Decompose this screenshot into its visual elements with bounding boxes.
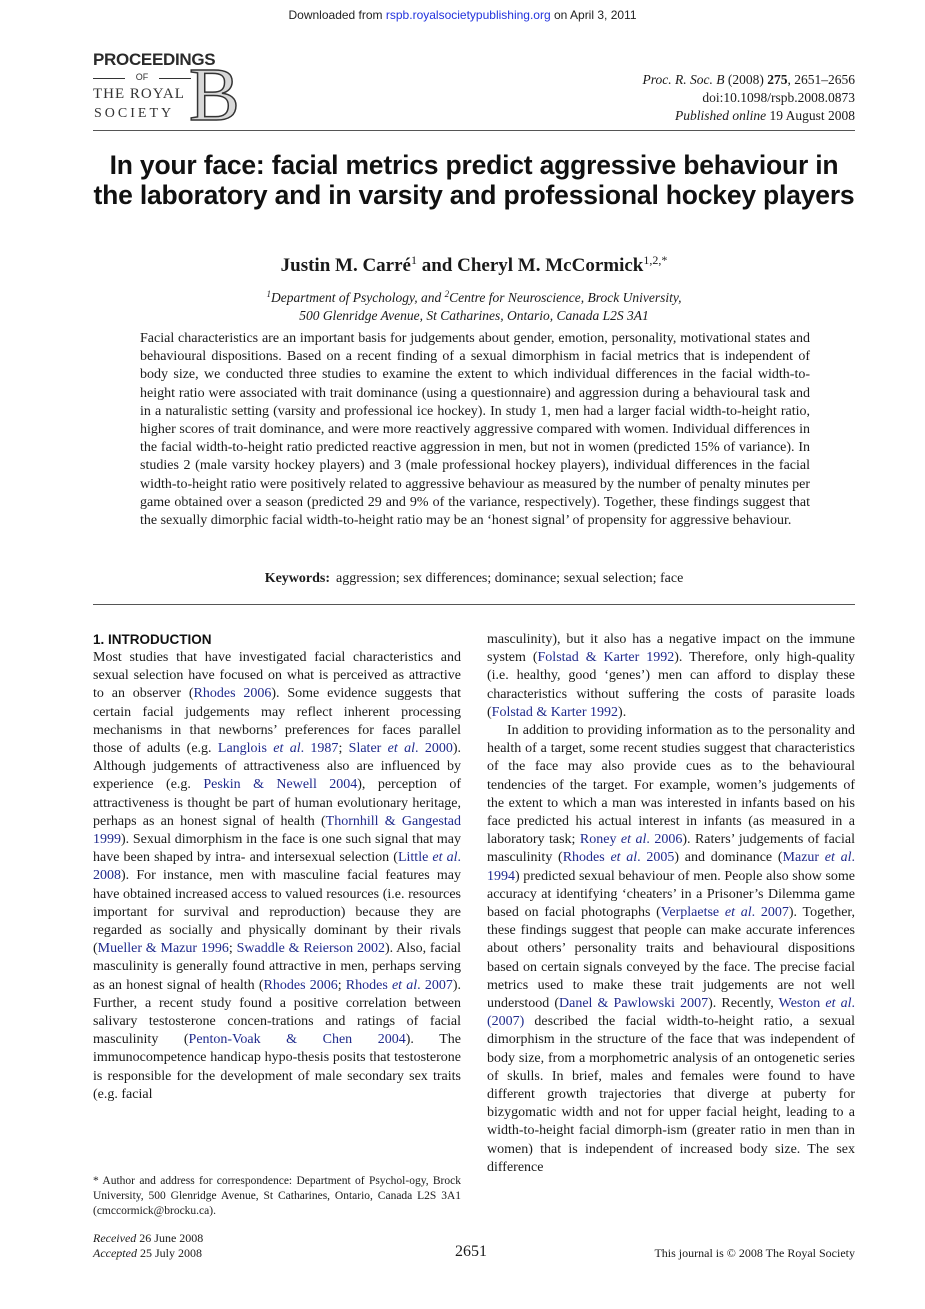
citation-link[interactable]: Swaddle & Reierson 2002 [236, 941, 385, 957]
download-source-link[interactable]: rspb.royalsocietypublishing.org [385, 8, 551, 22]
affiliations: $^1$Department of Psychology, and $^2$Centre for Neuroscience, Brock University, 500 Glenridge Avenue, St Catharines, Ontario, Canada L2S 3A1 [266, 289, 682, 323]
citation-link[interactable]: Rhodes 2006 [263, 977, 338, 993]
paragraph: In addition to providing information as to the personality and health of a target, some recent studies suggest that characteristics of the face may also provide cues as to the behavioural tendencies of the target. For example, women’s judgements of the extent to which a man was interested in infants based on his face predicted his actual interest in infants (as measured in a laboratory task; Roney et al. 2006). Raters’ judgements of facial masculinity (Rhodes et al. 2005) and dominance (Mazur et al. 1994) predicted sexual behaviour of men. People also show some accuracy at identifying ‘cheaters’ in a Prisoner’s Dilemma game based on facial photographs (Verplaetse et al. 2007). Together, these findings suggest that people can make accurate inferences about others’ personality traits and behavioural dispositions based on certain signals conveyed by the face. The precise facial metrics used to make these trait judgements are not well understood (Danel & Pawlowski 2007). Recently, Weston et al. (2007) described the facial width-to-height ratio, a sexual dimorphism in the structure of the face that was independent of body size, from a morphometric analysis of an ontogenetic series of skulls. In brief, males and females were found to have different growth trajectories that diverge at puberty for bizygomatic width and not for upper facial height, leading to a width-to-height facial dimorph-ism (greater ratio in men than in women) that is independent of increased body size. The sex difference [487, 723, 856, 1175]
abstract-divider [93, 604, 855, 605]
body-column-right [487, 631, 855, 1177]
citation-link[interactable]: Rhodes et al. 2005 [562, 850, 675, 866]
author-list: Justin M. Carré$^1$ and Cheryl M. McCormick$^{1,2,*}$ [280, 253, 668, 276]
citation-link[interactable]: Folstad & Karter 1992 [491, 704, 619, 720]
received-dates: Received 26 June 2008 Accepted 25 July 2008 [93, 1231, 204, 1260]
citation-link[interactable]: Danel & Pawlowski 2007 [559, 996, 709, 1012]
keywords-value: aggression; sex differences; dominance; sexual selection; face [336, 571, 684, 586]
doi: doi:10.1098/rspb.2008.0873 [702, 90, 855, 105]
citation-link[interactable]: Thornhill & Gangestad 1999 [93, 813, 461, 848]
logo-proceedings: PROCEEDINGS [93, 50, 216, 69]
citation-link[interactable]: Mazur et al. 1994 [487, 850, 856, 884]
header-divider [93, 130, 855, 131]
paragraph: Most studies that have investigated facial characteristics and sexual selection have focused on what is perceived as attractive to an observer (Rhodes 2006). Some evidence suggests that certain facial judgements may reflect inherent processing mechanisms in that newborns’ preferences for faces parallel those of adults (e.g. Langlois et al. 1987; Slater et al. 2000). Although judgements of attractiveness also are influenced by experience (e.g. Peskin & Newell 2004), perception of attractiveness is thought be part of human evolutionary heritage, perhaps as an honest signal of health (Thornhill & Gangestad 1999). Sexual dimorphism in the face is one such signal that may have been shaped by intra- and intersexual selection (Little et al. 2008). For instance, men with masculine facial features may have obtained increased access to valued resources (i.e. resources important for survival and reproduction) because they are regarded as socially and physically dominant by their rivals (Mueller & Mazur 1996; Swaddle & Reierson 2002). Also, facial masculinity is generally found attractive in men, perhaps serving as an honest signal of health (Rhodes 2006; Rhodes et al. 2007). Further, a recent study found a positive correlation between salivary testosterone concen-trations and ratings of facial masculinity (Penton-Voak & Chen 2004). The immunocompetence handicap hypo-thesis posits that testosterone is responsible for the development of male secondary sex traits (e.g. facial [93, 650, 462, 1102]
keywords-label: Keywords: [264, 571, 331, 586]
citation-link[interactable]: Weston et al. (2007) [487, 996, 855, 1030]
body-column-left [93, 631, 461, 1104]
download-prefix: Downloaded from [288, 8, 386, 22]
citation-link[interactable]: Rhodes 2006 [193, 686, 272, 702]
logo-b-letter: B [189, 53, 240, 137]
logo-society: SOCIETY [94, 106, 175, 121]
citation-link[interactable]: Rhodes et al. 2007 [345, 977, 453, 993]
section-heading: 1. INTRODUCTION [93, 632, 212, 647]
logo-of: OF [93, 72, 191, 82]
author-name: Justin M. Carré [280, 255, 411, 276]
citation-link[interactable]: Roney et al. 2006 [579, 832, 683, 848]
page-number: 2651 [455, 1243, 487, 1260]
journal-citation: Proc. R. Soc. B (2008) 275, 2651–2656 [642, 72, 855, 87]
citation-link[interactable]: Langlois et al. 1987 [217, 741, 339, 757]
citation-link[interactable]: Mueller & Mazur 1996 [97, 941, 229, 957]
download-notice [0, 8, 925, 22]
citation-link[interactable]: Verplaetse et al. 2007 [660, 905, 789, 921]
citation-link[interactable]: Slater et al. 2000 [348, 741, 453, 757]
citation-link[interactable]: Folstad & Karter 1992 [537, 650, 675, 666]
paper-title: In your face: facial metrics predict aggressive behaviour in the laboratory and in varsity and professional hockey players [93, 150, 855, 210]
correspondence-footnote: * Author and address for correspondence: Department of Psychol-ogy, Brock University, 500 Glenridge Avenue, St Catharines, Ontario, Canada L2S 3A1 (cmccormick@brocku.ca). [93, 1175, 461, 1217]
citation-link[interactable]: Peskin & Newell 2004 [203, 777, 358, 793]
paragraph: masculinity), but it also has a negative impact on the immune system (Folstad & Karter 1992). Therefore, only high-quality (i.e. healthy, good ‘genes’) men can afford to display these characteristics without suffering the costs of parasite loads (Folstad & Karter 1992). [487, 632, 855, 720]
journal-logo [93, 50, 240, 137]
copyright-notice: This journal is © 2008 The Royal Society [654, 1246, 855, 1260]
journal-citation-block [643, 71, 855, 125]
download-suffix: on April 3, 2011 [550, 8, 637, 22]
logo-the-royal: THE ROYAL [93, 86, 185, 102]
published-online: Published online 19 August 2008 [674, 108, 855, 123]
abstract: Facial characteristics are an important basis for judgements about gender, emotion, personality, motivational states and behavioural dispositions. Based on a recent finding of a sexual dimorphism in facial metrics that is independent of body size, we conducted three studies to examine the extent to which individual differences in the facial width-to-height ratio were associated with trait dominance (using a questionnaire) and aggression during a behavioural task and in a naturalistic setting (varsity and professional ice hockey). In study 1, men had a larger facial width-to-height ratio, higher scores of trait dominance, and were more reactively aggressive compared with women. Individual differences in the facial width-to-height ratio predicted reactive aggression in men, but not in women (predicted 15% of variance). In studies 2 (male varsity hockey players) and 3 (male professional hockey players), individual differences in the facial width-to-height ratio were positively related to aggressive behaviour as measured by the number of penalty minutes per game obtained over a season (predicted 29 and 9% of the variance, respectively). Together, these findings suggest that the sexually dimorphic facial width-to-height ratio may be an ‘honest signal’ of propensity for aggressive behaviour. [140, 331, 810, 529]
keywords [93, 571, 855, 587]
author-name: Cheryl M. McCormick [457, 255, 644, 276]
citation-link[interactable]: Little et al. 2008 [93, 850, 462, 884]
citation-link[interactable]: Penton-Voak & Chen 2004 [188, 1032, 406, 1048]
